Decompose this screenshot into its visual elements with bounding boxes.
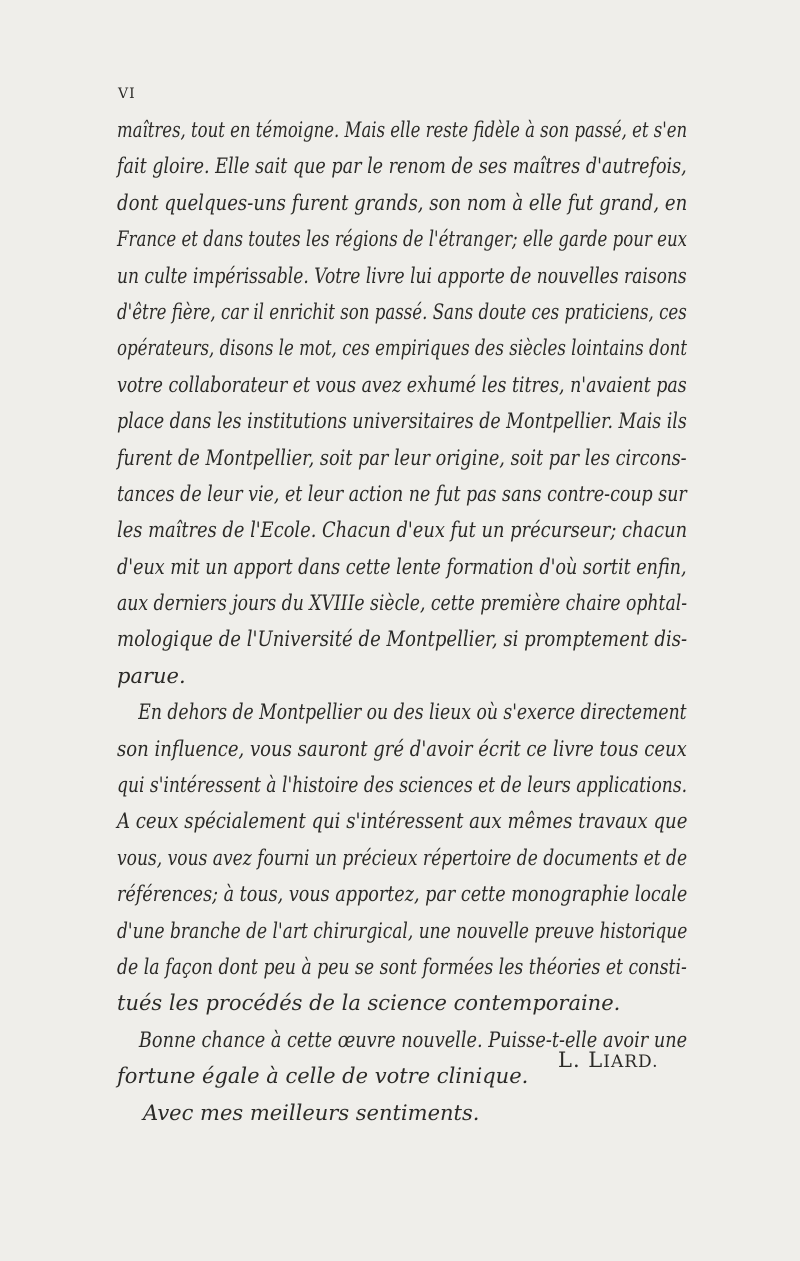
- letter-body: [117, 112, 687, 1131]
- text-line: vous, vous avez fourni un précieux répertoire de documents et de: [117, 845, 688, 870]
- text-line: opérateurs, disons le mot, ces empiriques des siècles lointains dont: [117, 336, 687, 361]
- text-line: un culte impérissable. Votre livre lui apporte de nouvelles raisons: [117, 263, 687, 288]
- text-line: A ceux spécialement qui s'intéressent aux mêmes travaux que: [117, 809, 688, 834]
- text-line: fortune égale à celle de votre clinique.: [117, 1064, 529, 1089]
- text-line: son influence, vous sauront gré d'avoir écrit ce livre tous ceux: [117, 736, 687, 761]
- signature-rest: IARD.: [603, 1052, 659, 1072]
- text-line: furent de Montpellier, soit par leur origine, soit par les circons-: [117, 445, 687, 470]
- text-line: tués les procédés de la science contemporaine.: [117, 991, 621, 1016]
- text-line: maîtres, tout en témoigne. Mais elle reste fidèle à son passé, et s'en: [117, 118, 688, 142]
- text-line: votre collaborateur et vous avez exhumé les titres, n'avaient pas: [117, 372, 687, 397]
- text-line: parue.: [117, 663, 186, 688]
- text-line: fait gloire. Elle sait que par le renom de ses maîtres d'autrefois,: [117, 154, 687, 179]
- text-line: En dehors de Montpellier ou des lieux où s'exerce directement: [138, 700, 687, 725]
- text-line: Avec mes meilleurs sentiments.: [143, 1100, 480, 1125]
- text-line: d'eux mit un apport dans cette lente formation d'où sortit enfin,: [117, 554, 687, 579]
- text-line: place dans les institutions universitaires de Montpellier. Mais ils: [117, 409, 687, 434]
- text-line: France et dans toutes les régions de l'étranger; elle garde pour eux: [117, 227, 688, 252]
- text-line: d'une branche de l'art chirurgical, une nouvelle preuve historique: [117, 918, 688, 943]
- signature-initial: L. L: [558, 1048, 604, 1072]
- text-line: tances de leur vie, et leur action ne fut pas sans contre-coup sur: [117, 481, 687, 506]
- text-line: Bonne chance à cette œuvre nouvelle. Puisse-t-elle avoir une: [138, 1027, 688, 1052]
- page-number: VI: [118, 86, 136, 102]
- text-line: mologique de l'Université de Montpellier, si promptement dis-: [117, 627, 688, 652]
- text-line: d'être fière, car il enrichit son passé. Sans doute ces praticiens, ces: [117, 299, 687, 324]
- signature: [558, 1048, 658, 1072]
- text-line: qui s'intéressent à l'histoire des sciences et de leurs applications.: [117, 773, 688, 798]
- text-line: aux derniers jours du XVIIIe siècle, cette première chaire ophtal-: [117, 591, 688, 616]
- text-line: de la façon dont peu à peu se sont formées les théories et consti-: [117, 954, 687, 979]
- text-line: dont quelques-uns furent grands, son nom à elle fut grand, en: [117, 190, 688, 215]
- text-line: les maîtres de l'Ecole. Chacun d'eux fut un précurseur; chacun: [117, 518, 688, 543]
- text-line: références; à tous, vous apportez, par cette monographie locale: [117, 882, 688, 907]
